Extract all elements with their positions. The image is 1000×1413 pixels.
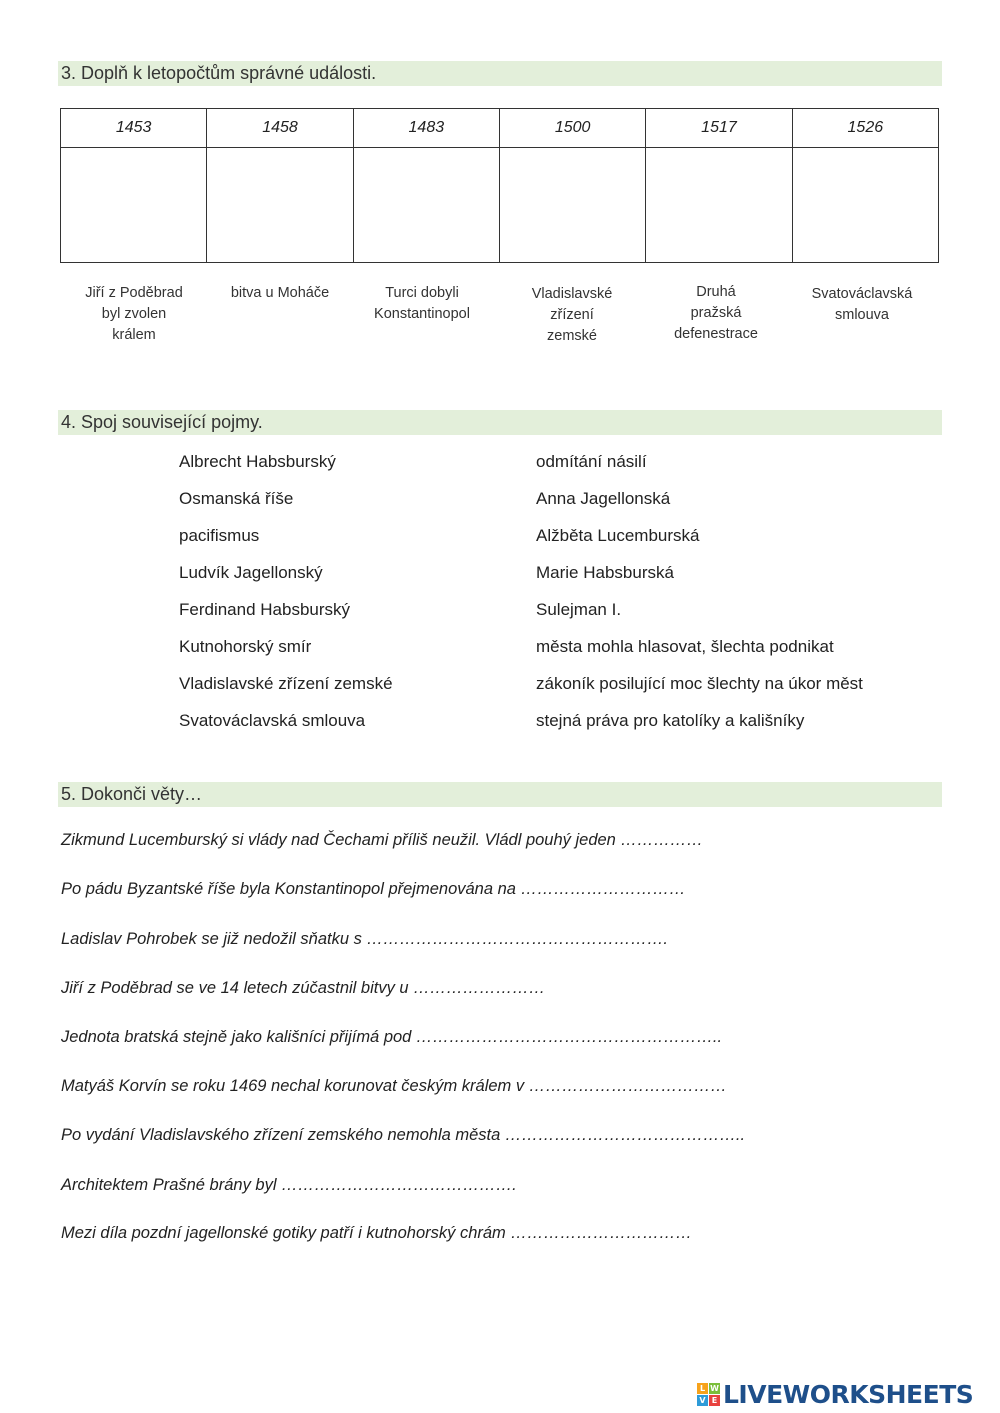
event-line: králem bbox=[112, 327, 156, 343]
event-line: bitva u Moháče bbox=[230, 285, 330, 301]
fill-in-sentence[interactable]: Jiří z Poděbrad se ve 14 letech zúčastnil bitvy u …………………… bbox=[61, 979, 546, 997]
event-line: smlouva bbox=[835, 307, 889, 323]
fill-in-sentence[interactable]: Po vydání Vladislavského zřízení zemského nemohla města …………………………………….. bbox=[61, 1126, 746, 1144]
event-card[interactable] bbox=[64, 283, 204, 346]
event-line: Svatováclavská bbox=[811, 286, 913, 302]
match-left-item[interactable]: Ludvík Jagellonský bbox=[179, 563, 323, 582]
match-right-item[interactable]: stejná práva pro katolíky a kališníky bbox=[536, 711, 805, 730]
year-cell: 1526 bbox=[792, 109, 938, 148]
event-line: Druhá bbox=[696, 284, 736, 300]
event-line: defenestrace bbox=[674, 326, 758, 342]
match-left-item[interactable]: Vladislavské zřízení zemské bbox=[179, 674, 393, 693]
match-right-item[interactable]: Anna Jagellonská bbox=[536, 489, 671, 508]
event-line: zřízení bbox=[550, 307, 594, 323]
event-line: pražská bbox=[690, 305, 742, 321]
match-right-item[interactable]: města mohla hlasovat, šlechta podnikat bbox=[536, 637, 834, 656]
drop-zone[interactable] bbox=[353, 148, 499, 263]
event-card[interactable] bbox=[210, 283, 350, 304]
year-table bbox=[60, 108, 939, 263]
year-cell: 1458 bbox=[207, 109, 353, 148]
event-line: Vladislavské bbox=[531, 286, 613, 302]
match-left-item[interactable]: pacifismus bbox=[179, 526, 260, 545]
match-left-item[interactable]: Ferdinand Habsburský bbox=[179, 600, 351, 619]
event-card[interactable] bbox=[646, 282, 786, 345]
section-4-heading: 4. Spoj související pojmy. bbox=[58, 410, 942, 435]
event-card[interactable] bbox=[502, 284, 642, 347]
year-cell: 1483 bbox=[353, 109, 499, 148]
event-card[interactable] bbox=[792, 284, 932, 326]
match-right-item[interactable]: Marie Habsburská bbox=[536, 563, 674, 582]
brand-name: LIVEWORKSHEETS bbox=[723, 1379, 974, 1409]
event-line: byl zvolen bbox=[101, 306, 167, 322]
fill-in-sentence[interactable]: Architektem Prašné brány byl ……………………………………. bbox=[61, 1176, 517, 1194]
event-line: zemské bbox=[547, 328, 597, 344]
match-left-item[interactable]: Albrecht Habsburský bbox=[179, 452, 336, 471]
section-3-heading: 3. Doplň k letopočtům správné události. bbox=[58, 61, 942, 86]
year-cell: 1500 bbox=[499, 109, 645, 148]
fill-in-sentence[interactable]: Ladislav Pohrobek se již nedožil sňatku s ………………………………………………. bbox=[61, 930, 669, 948]
fill-in-sentence[interactable]: Mezi díla pozdní jagellonské gotiky patří i kutnohorský chrám …………………………… bbox=[61, 1224, 692, 1242]
match-right-item[interactable]: zákoník posilující moc šlechty na úkor měst bbox=[536, 674, 863, 693]
match-right-item[interactable]: Sulejman I. bbox=[536, 600, 622, 619]
fill-in-sentence[interactable]: Zikmund Lucemburský si vlády nad Čechami příliš neužil. Vládl pouhý jeden …………… bbox=[61, 831, 703, 849]
fill-in-sentence[interactable]: Matyáš Korvín se roku 1469 nechal korunovat českým králem v ……………………………… bbox=[61, 1077, 727, 1095]
match-left-item[interactable]: Kutnohorský smír bbox=[179, 637, 312, 656]
drop-zone[interactable] bbox=[646, 148, 792, 263]
fill-in-sentence[interactable]: Po pádu Byzantské říše byla Konstantinopol přejmenována na ………………………… bbox=[61, 880, 686, 898]
event-line: Konstantinopol bbox=[374, 306, 470, 322]
year-cell: 1517 bbox=[646, 109, 792, 148]
logo-tile: L bbox=[697, 1383, 708, 1394]
match-left-item[interactable]: Svatováclavská smlouva bbox=[179, 711, 366, 730]
match-left-item[interactable]: Osmanská říše bbox=[179, 489, 294, 508]
match-right-item[interactable]: odmítání násilí bbox=[536, 452, 647, 471]
section-5-heading: 5. Dokonči věty… bbox=[58, 782, 942, 807]
drop-zone[interactable] bbox=[207, 148, 353, 263]
fill-in-sentence[interactable]: Jednota bratská stejně jako kališníci přijímá pod ……………………………………………….. bbox=[61, 1028, 723, 1046]
drop-zone[interactable] bbox=[499, 148, 645, 263]
event-line: Jiří z Poděbrad bbox=[85, 285, 183, 301]
match-right-item[interactable]: Alžběta Lucemburská bbox=[536, 526, 700, 545]
event-line: Turci dobyli bbox=[385, 285, 459, 301]
logo-tile: W bbox=[710, 1383, 719, 1393]
liveworksheets-logo-icon bbox=[697, 1383, 720, 1406]
event-card[interactable] bbox=[352, 283, 492, 325]
drop-row bbox=[61, 148, 939, 263]
year-row bbox=[61, 109, 939, 148]
liveworksheets-brand bbox=[697, 1378, 973, 1410]
year-cell: 1453 bbox=[61, 109, 207, 148]
logo-tile: V bbox=[697, 1395, 708, 1406]
drop-zone[interactable] bbox=[792, 148, 938, 263]
drop-zone[interactable] bbox=[61, 148, 207, 263]
logo-tile: E bbox=[709, 1395, 720, 1406]
